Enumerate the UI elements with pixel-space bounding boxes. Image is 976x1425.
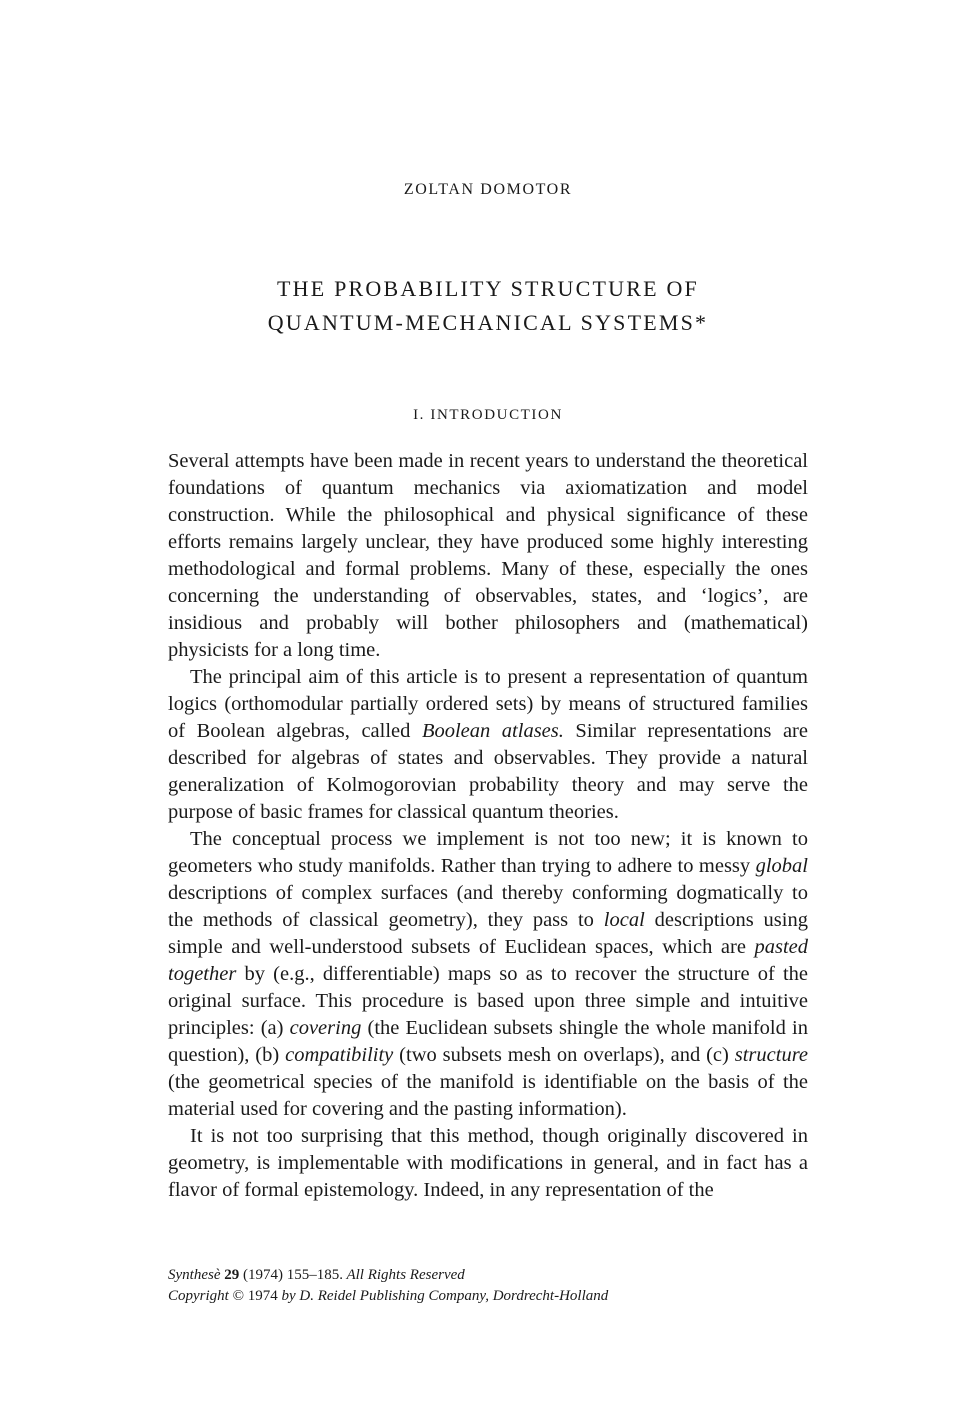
rights-notice: All Rights Reserved <box>346 1267 465 1283</box>
emphasis-term: pasted together <box>168 936 808 985</box>
copyright-word: Copyright <box>168 1288 229 1304</box>
year-pages: (1974) 155–185. <box>242 1267 343 1283</box>
citation-line <box>168 1265 808 1286</box>
journal-volume: 29 <box>224 1267 240 1283</box>
article-title <box>0 272 976 340</box>
emphasis-term: covering <box>289 1017 362 1039</box>
paragraph-1: Several attempts have been made in recent years to understand the theoretical foundations of quantum mechanics via axiomatization and model construction. While the philosophical and physical significance of these efforts remains largely unclear, they have produced some highly interesting methodological and formal problems. Many of these, especially the ones concerning the understanding of observables, states, and ‘logics’, are insidious and probably will bother philosophers and (mathematical) physicists for a long time. <box>168 450 808 661</box>
emphasis-term: local <box>603 909 645 931</box>
emphasis-term: structure <box>734 1044 809 1066</box>
copyright-year: 1974 <box>247 1288 278 1304</box>
paragraph-3: The conceptual process we implement is not too new; it is known to geometers who study manifolds. Rather than trying to adhere to messy global descriptions of complex surfaces (and thereby conforming dogmatically to the methods of classical geometry), they pass to local descriptions using simple and well-understood subsets of Euclidean spaces, which are pasted together by (e.g., differentiable) maps so as to recover the structure of the original surface. This procedure is based upon three simple and intuitive principles: (a) covering (the Euclidean subsets shingle the whole manifold in question), (b) compatibility (two subsets mesh on overlaps), and (c) structure (the geometrical species of the manifold is identifiable on the basis of the material used for covering and the pasting information). <box>168 828 809 1120</box>
section-heading: I. INTRODUCTION <box>413 407 563 423</box>
paragraph-2: The principal aim of this article is to present a representation of quantum logics (orthomodular partially ordered sets) by means of structured families of Boolean algebras, called Boolean atlases. Similar representations are described for algebras of states and observables. They provide a natural generalization of Kolmogorovian probability theory and may serve the purpose of basic frames for classical quantum theories. <box>168 666 808 823</box>
emphasis-term: compatibility <box>285 1044 394 1066</box>
emphasis-term: global <box>755 855 808 877</box>
title-line-2: QUANTUM-MECHANICAL SYSTEMS* <box>267 310 709 335</box>
body-text <box>168 448 808 1204</box>
copyright-line <box>168 1286 808 1307</box>
journal-name: Synthesè <box>168 1267 221 1283</box>
author-name: ZOLTAN DOMOTOR <box>403 181 573 198</box>
publication-footer <box>168 1265 808 1307</box>
copyright-symbol: © <box>232 1288 244 1304</box>
publisher: by D. Reidel Publishing Company, Dordrecht-Holland <box>281 1288 609 1304</box>
title-line-1: THE PROBABILITY STRUCTURE OF <box>277 276 699 301</box>
emphasis-term: Boolean atlases. <box>421 720 564 742</box>
paragraph-4: It is not too surprising that this method, though originally discovered in geometry, is implementable with modifications in general, and in fact has a flavor of formal epistemology. Indeed, in any representation of the <box>168 1125 808 1201</box>
